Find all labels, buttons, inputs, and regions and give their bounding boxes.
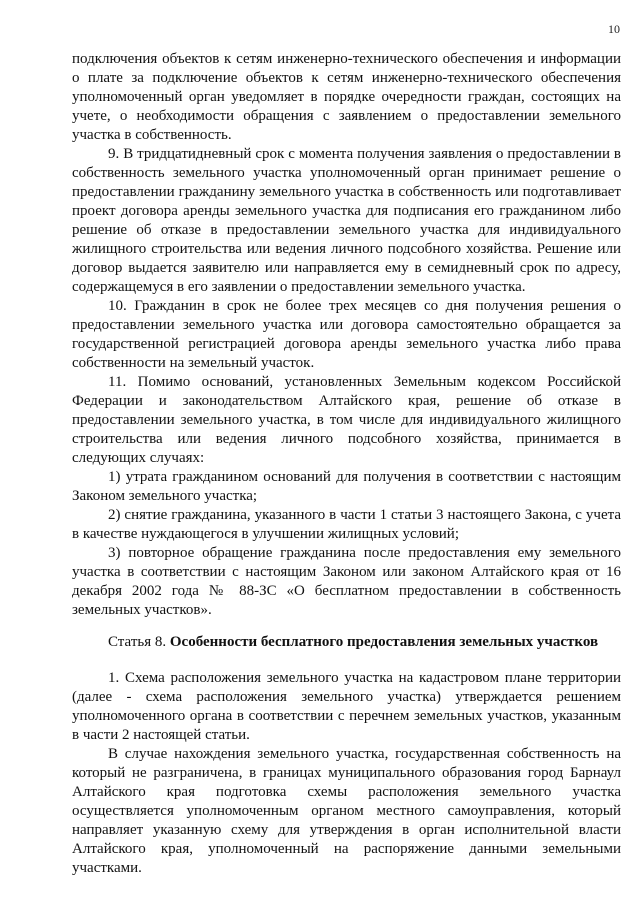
page-number: 10 (608, 22, 620, 36)
article-heading (72, 633, 621, 652)
article-title: Особенности бесплатного предоставления земельных участков (169, 634, 599, 650)
article-8-paragraph-1: 1. Схема расположения земельного участка на кадастровом плане территории (далее - схема расположения земельного участка) утверждается решением уполномоченного органа в соответствии с перечнем земельных участков, указанным в части 2 настоящей статьи. (72, 670, 621, 743)
list-item-1: 1) утрата гражданином оснований для получения в соответствии с настоящим Законом земельного участка; (72, 469, 621, 504)
paragraph-continuation: подключения объектов к сетям инженерно-технического обеспечения и информации о плате за подключение объектов к сетям инженерно-технического обеспечения уполномоченный орган уведомляет в порядке очередности граждан, состоящих на учете, о необходимости обращения с заявлением о предоставлении земельного участка в собственность. (72, 51, 621, 143)
paragraph-item-9: 9. В тридцатидневный срок с момента получения заявления о предоставлении в собственность земельного участка уполномоченный орган принимает решение о предоставлении гражданину земельного участка в собственность или подготавливает проект договора аренды земельного участка для подписания его гражданином либо решение об отказе в предоставлении земельного участка для индивидуального жилищного строительства или ведения личного подсобного хозяйства. Решение или договор выдается заявителю или направляется ему в семидневный срок по адресу, содержащемуся в его заявлении о предоставлении земельного участка. (72, 146, 621, 295)
document-body (72, 50, 621, 878)
paragraph-item-10: 10. Гражданин в срок не более трех месяцев со дня получения решения о предоставлении земельного участка или договора самостоятельно обращается за государственной регистрацией договора аренды земельного участка либо права собственности на земельный участок. (72, 298, 621, 371)
article-prefix: Статья 8. (108, 634, 170, 650)
list-item-3: 3) повторное обращение гражданина после предоставления ему земельного участка в соответствии с настоящим Законом или законом Алтайского края от 16 декабря 2002 года № 88-ЗС «О бесплатном предоставлении в собственность земельных участков». (72, 545, 621, 618)
paragraph-item-11: 11. Помимо оснований, установленных Земельным кодексом Российской Федерации и законодательством Алтайского края, решение об отказе в предоставлении земельного участка, в том числе для индивидуального жилищного строительства или ведения личного подсобного хозяйства, принимается в следующих случаях: (72, 374, 621, 466)
list-item-2: 2) снятие гражданина, указанного в части 1 статьи 3 настоящего Закона, с учета в качестве нуждающегося в улучшении жилищных условий; (72, 507, 621, 542)
article-8-paragraph-2: В случае нахождения земельного участка, государственная собственность на который не разграничена, в границах муниципального образования город Барнаул Алтайского края подготовка схемы расположения земельного участка осуществляется уполномоченным органом местного самоуправления, который направляет указанную схему для утверждения в орган исполнительной власти Алтайского края, уполномоченный на распоряжение данными земельными участками. (72, 746, 621, 876)
